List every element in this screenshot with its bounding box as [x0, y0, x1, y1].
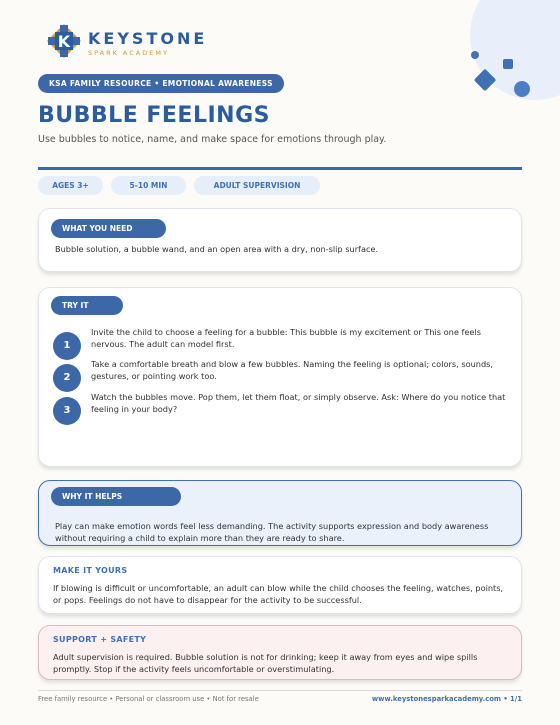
eyebrow-badge: KSA FAMILY RESOURCE • EMOTIONAL AWARENESS: [38, 74, 284, 93]
header-divider: [38, 167, 522, 170]
decorative-square: [503, 59, 513, 69]
brand-subtitle: SPARK ACADEMY: [88, 49, 169, 57]
yours-card: [38, 556, 522, 614]
try-card: [38, 287, 522, 467]
safety-text: Adult supervision is required. Bubble solution is not for drinking; keep it away from eyes and wipe spills promptly. Stop if the activity feels uncomfortable or overstimulating.: [53, 652, 478, 674]
need-card: [38, 208, 522, 272]
tag-supervision: ADULT SUPERVISION: [194, 176, 320, 195]
tag-ages: AGES 3+: [38, 176, 103, 195]
yours-text: If blowing is difficult or uncomfortable, an adult can blow while the child chooses the feeling, watches, points, or pops. Feelings do not have to disappear for the activity to be successful.: [53, 583, 504, 605]
brand: [88, 30, 207, 57]
page-subtitle: Use bubbles to notice, name, and make space for emotions through play.: [38, 134, 387, 145]
step-item: [53, 392, 506, 427]
step-text: Watch the bubbles move. Pop them, let them float, or simply observe. Ask: Where do you notice that feeling in your body?: [91, 392, 506, 414]
svg-text:K: K: [57, 32, 71, 51]
why-card: [38, 480, 522, 546]
page-title: BUBBLE FEELINGS: [38, 103, 270, 128]
decorative-dot: [514, 81, 530, 97]
safety-card: [38, 625, 522, 680]
why-label: WHY IT HELPS: [51, 487, 181, 506]
try-label: TRY IT: [51, 296, 123, 315]
yours-label: MAKE IT YOURS: [53, 566, 128, 575]
need-text: Bubble solution, a bubble wand, and an open area with a dry, non-slip surface.: [55, 244, 379, 254]
step-item: [53, 359, 494, 394]
need-label: WHAT YOU NEED: [51, 219, 166, 238]
tag-list: [38, 176, 328, 195]
brand-name: KEYSTONE: [88, 29, 208, 48]
step-item: [53, 327, 493, 362]
keystone-logo-icon: [46, 23, 82, 59]
step-text: Invite the child to choose a feeling for a bubble: This bubble is my excitement or This one feels nervous. The adult can model first.: [91, 327, 482, 349]
why-text: Play can make emotion words feel less demanding. The activity supports expression and body awareness without requiring a child to explain more than they are ready to share.: [55, 521, 489, 543]
footer-note: Free family resource • Personal or classroom use • Not for resale: [38, 695, 259, 703]
tag-duration: 5-10 MIN: [111, 176, 186, 195]
step-number: 2: [53, 364, 81, 392]
footer-divider: [38, 690, 522, 691]
step-text: Take a comfortable breath and blow a few bubbles. Naming the feeling is optional; colors, sounds, gestures, or pointing work too.: [91, 359, 494, 381]
decorative-dot: [471, 51, 479, 59]
step-number: 1: [53, 332, 81, 360]
safety-label: SUPPORT + SAFETY: [53, 635, 147, 644]
footer-website-link[interactable]: www.keystonesparkacademy.com • 1/1: [371, 695, 522, 703]
step-number: 3: [53, 397, 81, 425]
